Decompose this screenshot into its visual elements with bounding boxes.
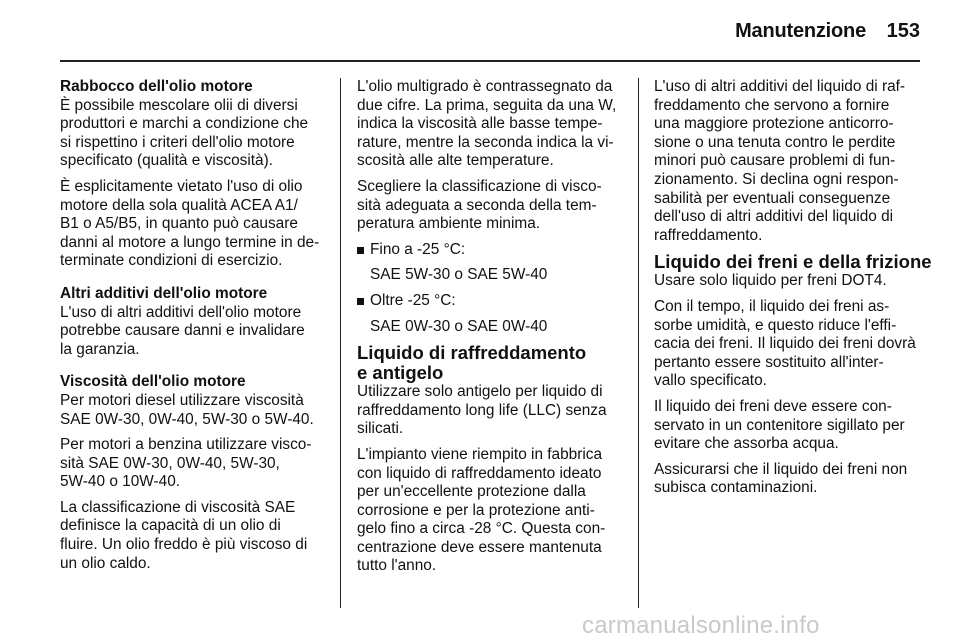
paragraph [60, 178, 326, 271]
heading-line: Liquido di raffreddamento [357, 342, 587, 364]
text-line: servato in un contenitore sigillato per [654, 416, 905, 434]
column-divider-2 [638, 78, 639, 608]
text-line: Con il tempo, il liquido dei freni as- [654, 297, 890, 315]
text-line: L'olio multigrado è contrassegnato da [357, 78, 613, 95]
text-line: B1 o A5/B5, in quanto può causare [60, 215, 298, 233]
text-line: SAE 0W-30, 0W-40, 5W-30 o 5W-40. [60, 410, 314, 428]
text-line: specificato (qualità e viscosità). [60, 152, 273, 170]
paragraph [654, 272, 922, 291]
text-line: Per motori a benzina utilizzare visco- [60, 436, 312, 454]
text-line: evitare che assorba acqua. [654, 435, 839, 453]
paragraph [60, 436, 326, 492]
text-line: pertanto essere sostituito all'inter- [654, 353, 884, 371]
paragraph [60, 499, 326, 573]
watermark: carmanualsonline.info [582, 612, 820, 639]
text-line: sità adeguata a seconda della tem- [357, 196, 597, 214]
column-3 [654, 78, 932, 505]
text-line: L'uso di altri additivi dell'olio motore [60, 303, 302, 321]
text-line: cacia dei freni. Il liquido dei freni dovrà [654, 335, 916, 353]
column-1 [60, 78, 326, 580]
text-line: centrazione deve essere mantenuta [357, 538, 602, 556]
text-line: vallo specificato. [654, 372, 767, 390]
text-line: una maggiore protezione anticorro- [654, 115, 894, 133]
section-heading-brakes [654, 251, 932, 273]
section-heading: Rabbocco dell'olio motore [60, 78, 253, 95]
paragraph [654, 78, 922, 245]
header-divider [60, 60, 920, 62]
paragraph [357, 78, 625, 171]
text-line: potrebbe causare danni e invalidare [60, 322, 305, 340]
text-line: Il liquido dei freni deve essere con- [654, 397, 892, 415]
column-divider-1 [340, 78, 341, 608]
bullet-item [357, 292, 625, 311]
paragraph [357, 446, 625, 576]
section-viscosity [60, 373, 326, 429]
bullet-label: Fino a -25 °C: [357, 241, 625, 260]
text-line: freddamento che servono a fornire [654, 96, 890, 114]
paragraph [654, 398, 922, 454]
section-heading: Viscosità dell'olio motore [60, 373, 246, 391]
text-line: L'impianto viene riempito in fabbrica [357, 445, 603, 463]
text-line: Scegliere la classificazione di visco- [357, 177, 602, 195]
text-line: sità SAE 0W-30, 0W-40, 5W-30, [60, 454, 280, 472]
text-line: un olio caldo. [60, 554, 151, 572]
text-line: L'uso di altri additivi del liquido di raf- [654, 78, 906, 95]
text-line: definisce la capacità di un olio di [60, 517, 281, 535]
bullet-value: SAE 5W-30 o SAE 5W-40 [370, 266, 548, 284]
text-line: sione o una tenuta contro le perdite [654, 133, 896, 151]
text-line: scosità alle alte temperature. [357, 152, 554, 170]
text-line: Assicurarsi che il liquido dei freni non [654, 460, 908, 478]
text-line: silicati. [357, 420, 404, 438]
text-line: rature, mentre la seconda indica la vi- [357, 133, 614, 151]
section-heading-coolant [357, 343, 625, 383]
paragraph [357, 383, 625, 439]
text-line: si rispettino i criteri dell'olio motore [60, 133, 295, 151]
heading-line: Liquido dei freni e della frizione [654, 251, 932, 273]
text-line: dell'uso di altri additivi del liquido di [654, 208, 894, 226]
text-line: produttori e marchi a condizione che [60, 115, 309, 133]
text-line: fluire. Un olio freddo è più viscoso di [60, 536, 308, 554]
text-line: raffreddamento long life (LLC) senza [357, 401, 607, 419]
text-line: terminate condizioni di esercizio. [60, 252, 283, 270]
bullet-label: Oltre -25 °C: [357, 292, 625, 311]
text-line: indica la viscosità alle basse tempe- [357, 115, 603, 133]
text-line: Usare solo liquido per freni DOT4. [654, 272, 887, 290]
text-line: corrosione e per la protezione anti- [357, 501, 595, 519]
text-line: peratura ambiente minima. [357, 215, 541, 233]
bullet-value-block [357, 318, 625, 337]
paragraph [654, 461, 922, 498]
text-line: sorbe umidità, e questo riduce l'effi- [654, 316, 897, 334]
text-line: raffreddamento. [654, 226, 763, 244]
text-line: sabilità per eventuali conseguenze [654, 189, 891, 207]
text-line: Utilizzare solo antigelo per liquido di [357, 383, 603, 401]
text-line: danni al motore a lungo termine in de- [60, 233, 320, 251]
text-line: È esplicitamente vietato l'uso di olio [60, 177, 303, 195]
bullet-item [357, 241, 625, 260]
bullet-value-block [357, 266, 625, 285]
text-line: gelo fino a circa -28 °C. Questa con- [357, 520, 606, 538]
paragraph [357, 178, 625, 234]
text-line: 5W-40 o 10W-40. [60, 473, 181, 491]
text-line: tutto l'anno. [357, 557, 437, 575]
page-title: Manutenzione [735, 20, 866, 42]
text-line: motore della sola qualità ACEA A1/ [60, 196, 298, 214]
text-line: la garanzia. [60, 340, 140, 358]
text-line: subisca contaminazioni. [654, 479, 818, 497]
page-number: 153 [886, 20, 920, 42]
column-2 [357, 78, 625, 583]
section-other-additives [60, 285, 326, 359]
text-line: Per motori diesel utilizzare viscosità [60, 391, 304, 409]
section-heading: Altri additivi dell'olio motore [60, 284, 268, 302]
text-line: con liquido di raffreddamento ideato [357, 464, 602, 482]
bullet-value: SAE 0W-30 o SAE 0W-40 [370, 317, 548, 335]
text-line: zionamento. Si declina ogni respon- [654, 170, 899, 188]
text-line: due cifre. La prima, seguita da una W, [357, 96, 617, 114]
text-line: È possibile mescolare olii di diversi [60, 96, 298, 114]
section-oil-topup [60, 78, 326, 171]
text-line: per un'eccellente protezione dalla [357, 483, 586, 501]
text-line: La classificazione di viscosità SAE [60, 498, 296, 516]
paragraph [654, 298, 922, 391]
text-line: minori può causare problemi di fun- [654, 152, 896, 170]
heading-line: e antigelo [357, 362, 444, 384]
